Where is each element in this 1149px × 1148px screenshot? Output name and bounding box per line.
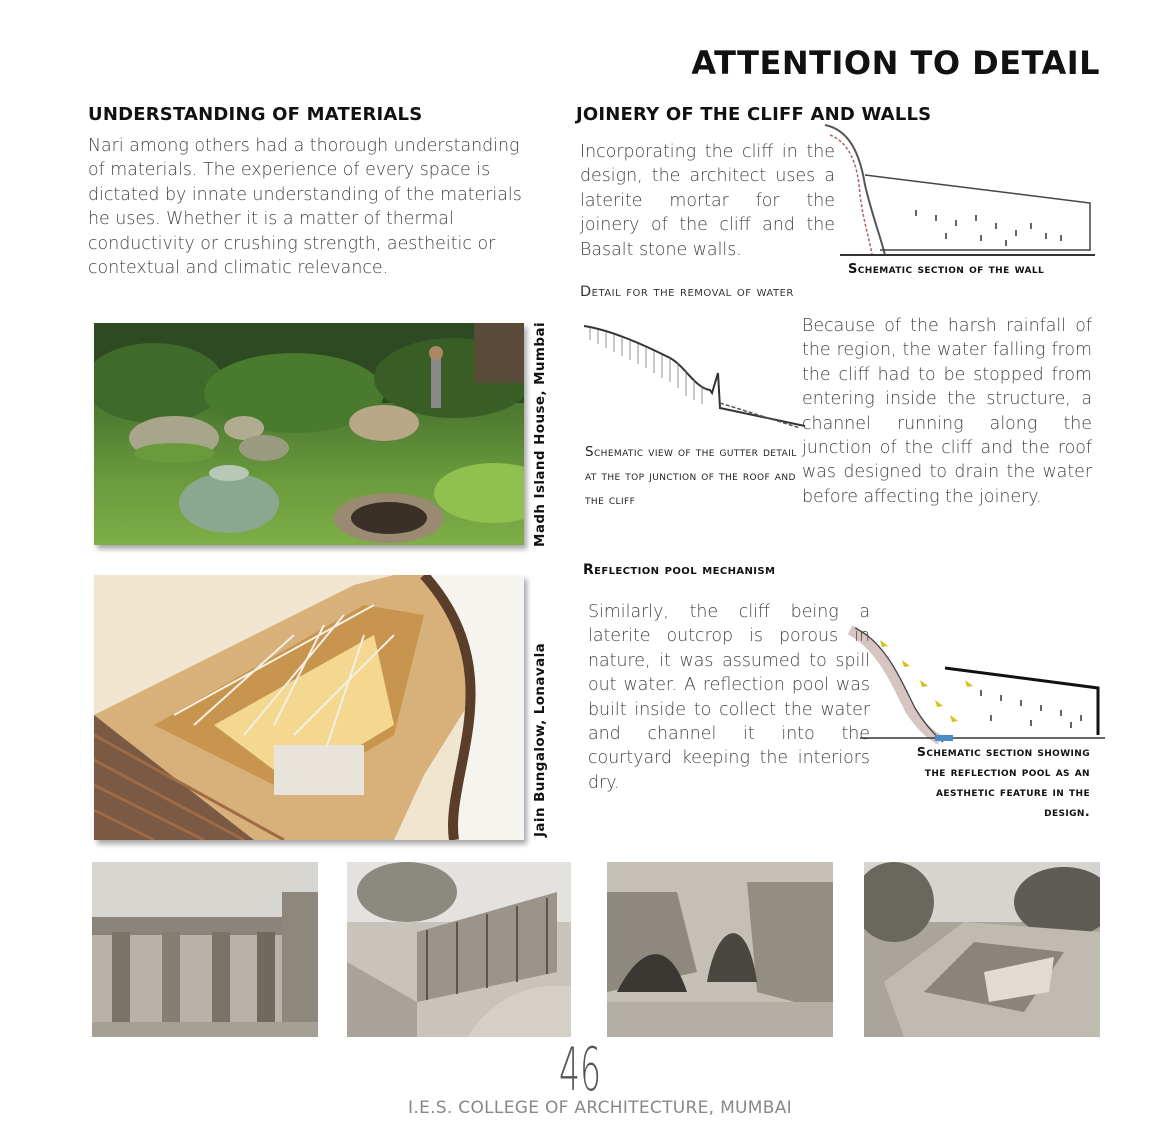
page-number: 46 [558,1035,601,1105]
construction-photo-3 [607,862,833,1037]
materials-text: Nari among others had a thorough understanding of materials. The experience of every space is dictated by innate understanding of the materials he uses. Whether it is a matter of thermal conductivity or crushing strength, aestheitic or contextual and climatic relevance. [88,136,522,279]
reflection-pool-diagram [840,620,1105,755]
footer-text: I.E.S. COLLEGE OF ARCHITECTURE, MUMBAI [408,1098,792,1118]
joinery-heading: JOINERY OF THE CLIFF AND WALLS [576,104,932,125]
water-text: Because of the harsh rainfall of the region, the water falling from the cliff had to be stopped from entering inside the structure, a channel running along the junction of the cliff and the roof was designed to drain the water before affecting the joinery. [802,316,1092,507]
materials-heading: UNDERSTANDING OF MATERIALS [88,104,423,125]
construction-photo-4 [864,862,1100,1037]
pool-text: Similarly, the cliff being a laterite outcrop is porous in nature, it was assumed to spill out water. A reflection pool was built inside to collect the water and channel it into the courtyard keeping the interiors dry. [588,602,870,793]
wall-section-caption: Schematic section of the wall [848,262,1045,277]
gutter-caption: Schematic view of the gutter detail at the top junction of the roof and the cliff [585,444,797,508]
page-title: ATTENTION TO DETAIL [691,44,1100,82]
wall-section-diagram [820,115,1100,260]
madh-island-photo [94,323,524,545]
construction-photo-1 [92,862,318,1037]
construction-photo-2 [347,862,571,1037]
jain-bungalow-photo [94,575,524,840]
joinery-text: Incorporating the cliff in the design, the architect uses a laterite mortar for the joinery of the cliff and the Basalt stone walls. [580,142,835,260]
madh-island-label: Madh Island House, Mumbai [532,321,548,547]
gutter-detail-diagram [580,318,805,428]
water-heading: Detail for the removal of water [580,284,794,300]
pool-caption: Schematic section showing the reflection pool as an aesthetic feature in the design. [916,744,1090,819]
pool-heading: Reflection pool mechanism [583,562,776,578]
jain-bungalow-label: Jain Bungalow, Lonavala [532,642,548,837]
